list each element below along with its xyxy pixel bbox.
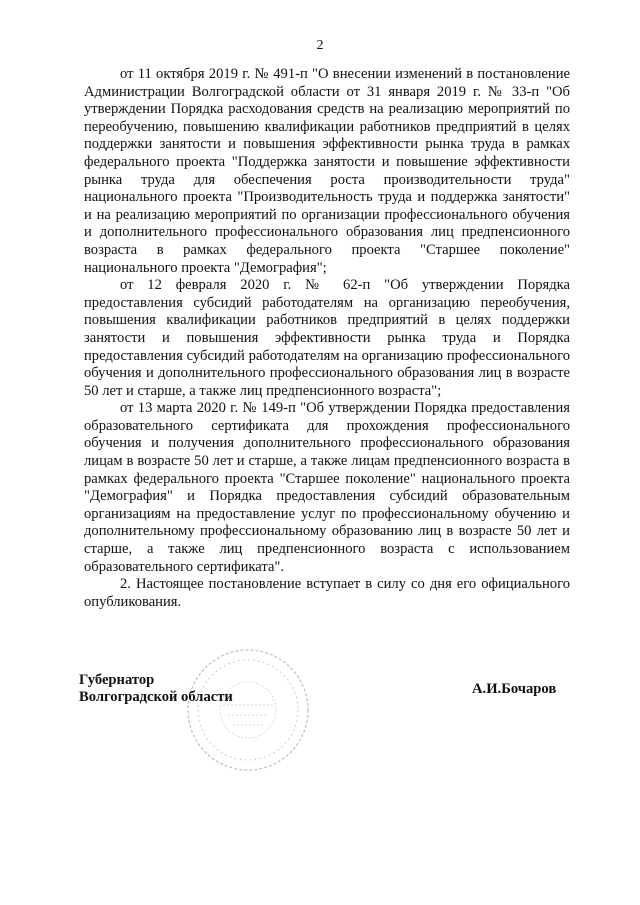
signature-title-line1: Губернатор <box>79 672 155 688</box>
signature-title-line2: Волгоградской области <box>79 689 233 705</box>
paragraph-resolution-149: от 13 марта 2020 г. № 149-п "Об утверждении Порядка предоставления образовательного сертификата для прохождения профессионального обучения и получения дополнительного профессионального образования лицам в возрасте 50 лет и старше, а также лицам предпенсионного возраста в рамках федерального проекта "Старшее поколение" национального проекта "Демография" и Порядка предоставления субсидий образовательным организациям на предоставление услуг по профессиональному обучению и дополнительному профессиональному образованию лиц в возрасте 50 лет и старше, а также лиц предпенсионного возраста с использованием образовательного сертификата". <box>84 400 570 575</box>
document-body <box>84 66 570 611</box>
paragraph-resolution-62: от 12 февраля 2020 г. № 62-п "Об утверждении Порядка предоставления субсидий работодателям на организацию переобучения, повышения квалификации работников предприятий в целях поддержки занятости и повышения эффективности рынка труда и Порядка предоставления субсидий работодателям на организацию профессионального обучения и дополнительного профессионального образования лиц в возрасте 50 лет и старше, а также лиц предпенсионного возраста"; <box>84 277 570 399</box>
signature-title <box>79 672 233 706</box>
paragraph-effective-date: 2. Настоящее постановление вступает в силу со дня его официального опубликования. <box>84 576 570 610</box>
official-seal-icon <box>183 645 313 775</box>
signature-name: А.И.Бочаров <box>472 681 557 697</box>
paragraph-resolution-491: от 11 октября 2019 г. № 491-п "О внесении изменений в постановление Администрации Волгоградской области от 31 января 2019 г. № 33-п "Об утверждении Порядка расходования средств на реализацию мероприятий по переобучению, повышению квалификации работников предприятий в целях поддержки занятости и повышения эффективности рынка труда в рамках федерального проекта "Поддержка занятости и повышение эффективности рынка труда для обеспечения роста производительности труда" национального проекта "Производительность труда и поддержка занятости" и на реализацию мероприятий по организации профессионального обучения и дополнительного профессионального образования лиц предпенсионного возраста в рамках федерального проекта "Старшее поколение" национального проекта "Демография"; <box>84 66 570 276</box>
page-number: 2 <box>316 38 324 53</box>
